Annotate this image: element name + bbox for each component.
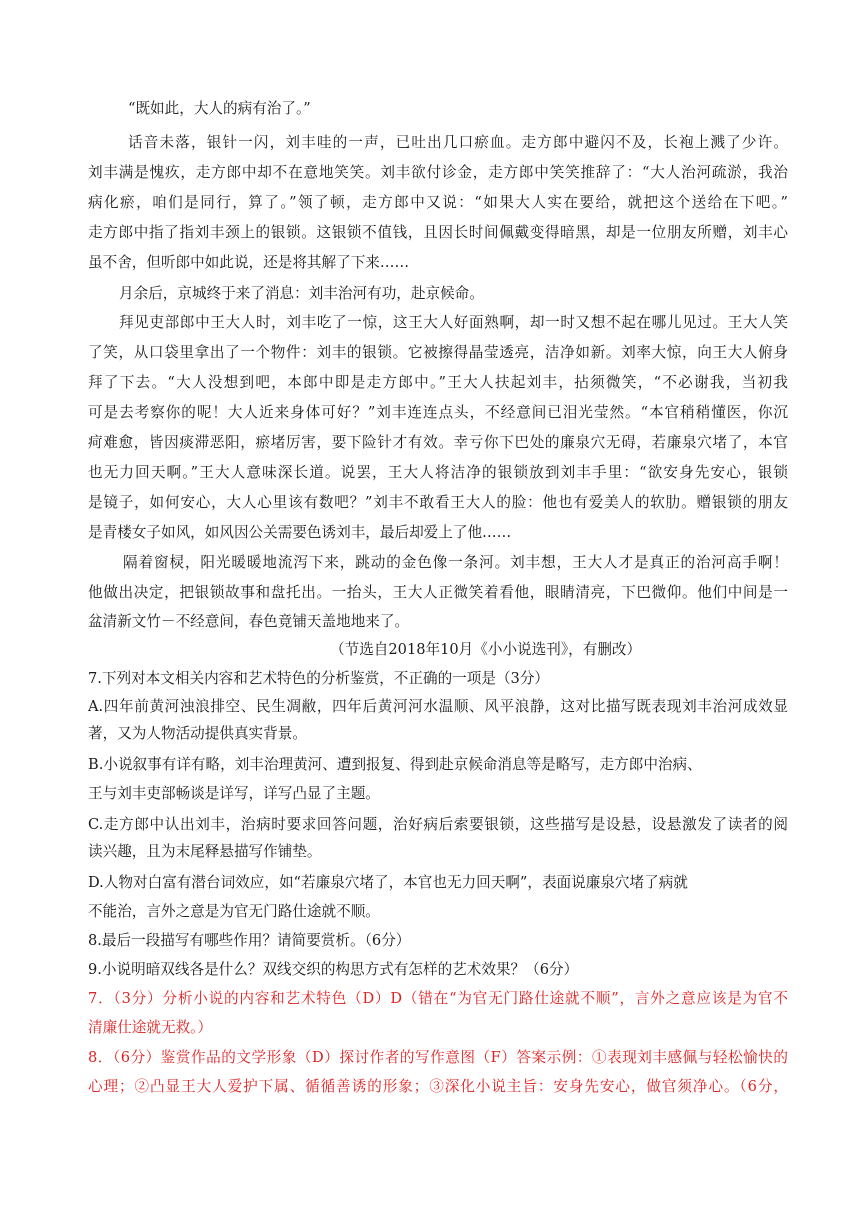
paragraph-line: 走方郎中指了指刘丰颈上的银锁。这银锁不值钱，且因长时间佩戴变得暗黑，却是一位朋友所赠，刘丰心 xyxy=(88,224,788,241)
paragraph-line: 刘丰满是愧疚，走方郎中却不在意地笑笑。刘丰欲付诊金，走方郎中笑笑推辞了：“大人治河疏淤，我治 xyxy=(88,164,788,181)
paragraph-line: 隔着窗棂，阳光暖暖地流泻下来，跳动的金色像一条河。刘丰想，王大人才是真正的治河高手啊！ xyxy=(123,554,788,571)
question-8: 8.最后一段描写有哪些作用？请简要赏析。（6分） xyxy=(88,932,411,949)
option-d: D.人物对白富有潜台词效应，如“若廉泉穴堵了，本官也无力回天啊”，表面说廉泉穴堵了病就 xyxy=(88,874,688,891)
option-b-continued: 王与刘丰吏部畅谈是详写，详写凸显了主题。 xyxy=(88,785,380,802)
paragraph-line: 病化瘀，咱们是同行，算了。”领了顿，走方郎中又说：“如果大人实在要给，就把这个送给在下吧。” xyxy=(88,194,788,211)
answer-8: 8．（6分）鉴赏作品的文学形象（D）探讨作者的写作意图（F）答案示例：①表现刘丰感佩与轻松愉快的 xyxy=(88,1049,788,1066)
answer-7-continued: 清廉仕途就无救。） xyxy=(88,1019,213,1036)
option-c-continued: 读兴趣，且为末尾释悬描写作铺垫。 xyxy=(88,843,322,860)
paragraph-line: 拜了下去。“大人没想到吧，本郎中即是走方郎中。”王大人扶起刘丰，拈须微笑，“不必谢我，当初我 xyxy=(88,374,788,391)
option-d-continued: 不能治，言外之意是为官无门路仕途就不顺。 xyxy=(88,903,380,920)
paragraph-line: 月余后，京城终于来了消息：刘丰治河有功，赴京候命。 xyxy=(119,285,484,302)
paragraph-line: 盆清新文竹－不经意间，春色竟铺天盖地地来了。 xyxy=(88,613,410,630)
answer-7: 7．（3分）分析小说的内容和艺术特色（D）D（错在“为官无门路仕途就不顺”，言外之意应该是为官不 xyxy=(88,990,788,1007)
paragraph-line: 是青楼女子如风，如风因公关需要色诱刘丰，最后却爱上了他…… xyxy=(88,524,512,541)
paragraph-line: 虽不舍，但听郎中如此说，还是将其解了下来…… xyxy=(88,254,410,271)
question-7: 7.下列对本文相关内容和艺术特色的分析鉴赏，不正确的一项是（3分） xyxy=(88,670,550,687)
option-a-continued: 著，又为人物活动提供真实背景。 xyxy=(88,725,307,742)
question-9: 9.小说明暗双线各是什么？双线交织的构思方式有怎样的艺术效果？（6分） xyxy=(88,961,579,978)
paragraph-line: 是镜子，如何安心，大人心里该有数吧？”刘丰不敢看王大人的脸：他也有爱美人的软肋。赠银锁的朋友 xyxy=(88,494,788,511)
paragraph-line: 可是去考察你的呢！大人近来身体可好？”刘丰连连点头，不经意间已泪光莹然。“本官稍稍懂医，你沉 xyxy=(88,404,788,421)
quote-line: “既如此，大人的病有治了。” xyxy=(128,100,311,117)
answer-8-continued: 心理；②凸显王大人爱护下属、循循善诱的形象；③深化小说主旨：安身先安心，做官须净心。（6分， xyxy=(88,1078,788,1095)
paragraph-line: 了笑，从口袋里拿出了一个物件：刘丰的银锁。它被擦得晶莹透亮，洁净如新。刘率大惊，向王大人俯身 xyxy=(88,344,788,361)
paragraph-line: 疴难愈，皆因痰滞恶阳，瘀堵厉害，要下险针才有效。幸亏你下巴处的廉泉穴无碍，若廉泉穴堵了，本官 xyxy=(88,434,788,451)
option-c: C.走方郎中认出刘丰，治病时要求回答问题，治好病后索要银锁，这些描写是设悬，设悬激发了读者的阅 xyxy=(88,816,788,833)
paragraph-line: 也无力回天啊。”王大人意味深长道。说罢，王大人将洁净的银锁放到刘丰手里：“欲安身先安心，银锁 xyxy=(88,464,788,481)
option-a: A.四年前黄河浊浪排空、民生凋敝，四年后黄河河水温顺、风平浪静，这对比描写既表现刘丰治河成效显 xyxy=(88,698,788,715)
option-b: B.小说叙事有详有略，刘丰治理黄河、遭到报复、得到赴京候命消息等是略写，走方郎中治病、 xyxy=(88,756,702,773)
source-citation: （节选自2018年10月《小小说选刊》，有删改） xyxy=(330,641,642,658)
paragraph-line: 他做出决定，把银锁故事和盘托出。一抬头，王大人正微笑着看他，眼睛清亮，下巴微仰。他们中间是一 xyxy=(88,584,788,601)
paragraph-line: 拜见吏部郎中王大人时，刘丰吃了一惊，这王大人好面熟啊，却一时又想不起在哪儿见过。王大人笑 xyxy=(119,314,788,331)
paragraph-line: 话音未落，银针一闪，刘丰哇的一声，已吐出几口瘀血。走方郎中避闪不及，长袍上溅了少许。 xyxy=(128,134,788,151)
